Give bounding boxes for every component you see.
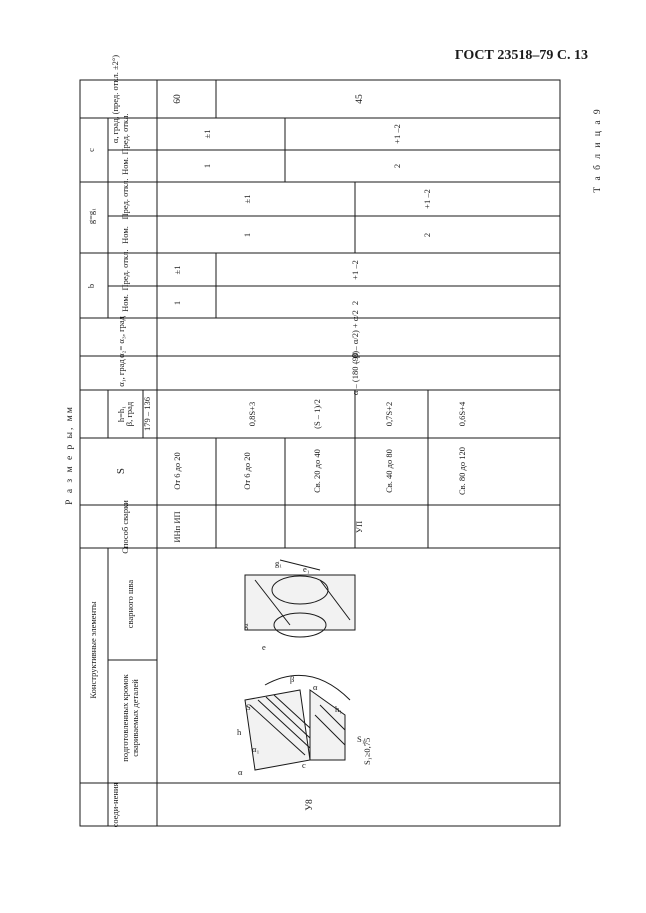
label-s1-ratio: S₁≥0,75	[362, 737, 372, 765]
label-alpha1: α₁	[252, 744, 260, 754]
label-g: g	[244, 620, 249, 630]
label-c: c	[302, 760, 306, 770]
col-weld: сварного шва	[125, 579, 135, 629]
col-beta: β, град	[124, 401, 134, 427]
col-structural: Конструктивные элементы	[88, 601, 98, 699]
c-tol-1: ±1	[202, 129, 212, 139]
g-nom-1: 1	[242, 232, 252, 238]
label-h: h	[237, 727, 242, 737]
s-4: Св. 40 до 80	[384, 449, 394, 493]
g-nom-2: 2	[422, 232, 432, 238]
method-1: ИНп ИП	[172, 511, 182, 543]
designation-value: У8	[305, 799, 315, 811]
alpha23-formula: (90 – α/2) + α/2	[350, 310, 360, 364]
b-nom-1: 1	[172, 300, 182, 306]
page-header: ГОСТ 23518–79 С. 13	[454, 48, 588, 63]
c-nom-1: 1	[202, 163, 212, 169]
b-tol-2: +1 –2	[350, 260, 360, 280]
label-s: S	[246, 702, 251, 712]
label-e: e	[262, 642, 266, 652]
col-prepared: подготовленных кромок	[120, 674, 130, 762]
alpha1-formula: α – (180 – β)	[350, 350, 360, 396]
label-alpha: α	[313, 682, 318, 692]
col-b: b	[86, 283, 96, 289]
col-prepared-2: свариваемых деталей	[130, 679, 140, 757]
col-s: S	[115, 467, 127, 475]
c-nom: Ном.	[120, 157, 130, 175]
c-tol-2: +1 –2	[392, 124, 402, 144]
label-beta: β	[290, 674, 295, 684]
label-s1: S₁	[357, 734, 365, 744]
col-c: c	[86, 148, 96, 152]
col-alpha1: α₁, град	[116, 359, 126, 387]
label-g1: g₁	[275, 558, 283, 568]
prepared-edges-drawing	[245, 675, 350, 770]
label-e1: e₁	[303, 564, 310, 574]
c-nom-2: 2	[392, 163, 402, 169]
b-nom-2: 2	[350, 300, 360, 306]
g-nom: Ном.	[120, 226, 130, 244]
col-h: h=h₁	[116, 405, 126, 423]
c-tol: Пред. откл.	[120, 113, 130, 155]
e-3: 0,6S+4	[457, 401, 467, 427]
e-1: 0,8S+3	[247, 401, 257, 427]
e-2: 0,7S+2	[384, 401, 394, 427]
alpha-2: 45	[355, 94, 365, 104]
table-caption: Т а б л и ц а 9	[593, 107, 603, 193]
s-5: Св. 80 до 120	[457, 446, 467, 496]
col-designation: соеди-нения	[110, 782, 120, 828]
s-3: Св. 20 до 40	[312, 449, 322, 493]
b-tol-1: ±1	[172, 265, 182, 275]
method-2: УП	[354, 520, 364, 534]
label-b: α	[238, 767, 243, 777]
col-alpha: α, град, (пред. откл. ±2°)	[110, 54, 120, 144]
g-tol-2: +1 –2	[422, 189, 432, 209]
dimensions-caption: Р а з м е р ы, мм	[65, 405, 75, 505]
g-tol-1: ±1	[242, 194, 252, 204]
b-tol: Пред. откл.	[120, 249, 130, 291]
b-nom: Ном.	[120, 294, 130, 312]
h-formula: (S – 1)/2	[312, 399, 322, 429]
weld-seam-drawing	[245, 560, 355, 637]
col-alpha23: α₂= α₃, град	[116, 316, 126, 358]
s-1: От 6 до 20	[172, 452, 182, 490]
g-tol: Пред. откл.	[120, 178, 130, 220]
label-h1: h₁	[335, 704, 343, 714]
alpha-1: 60	[173, 94, 183, 104]
col-method: Способ сварки	[120, 500, 130, 554]
col-beta-value: 179 – 136	[142, 397, 152, 431]
col-g: g=g₁	[86, 207, 96, 225]
s-2: От 6 до 20	[242, 452, 252, 490]
